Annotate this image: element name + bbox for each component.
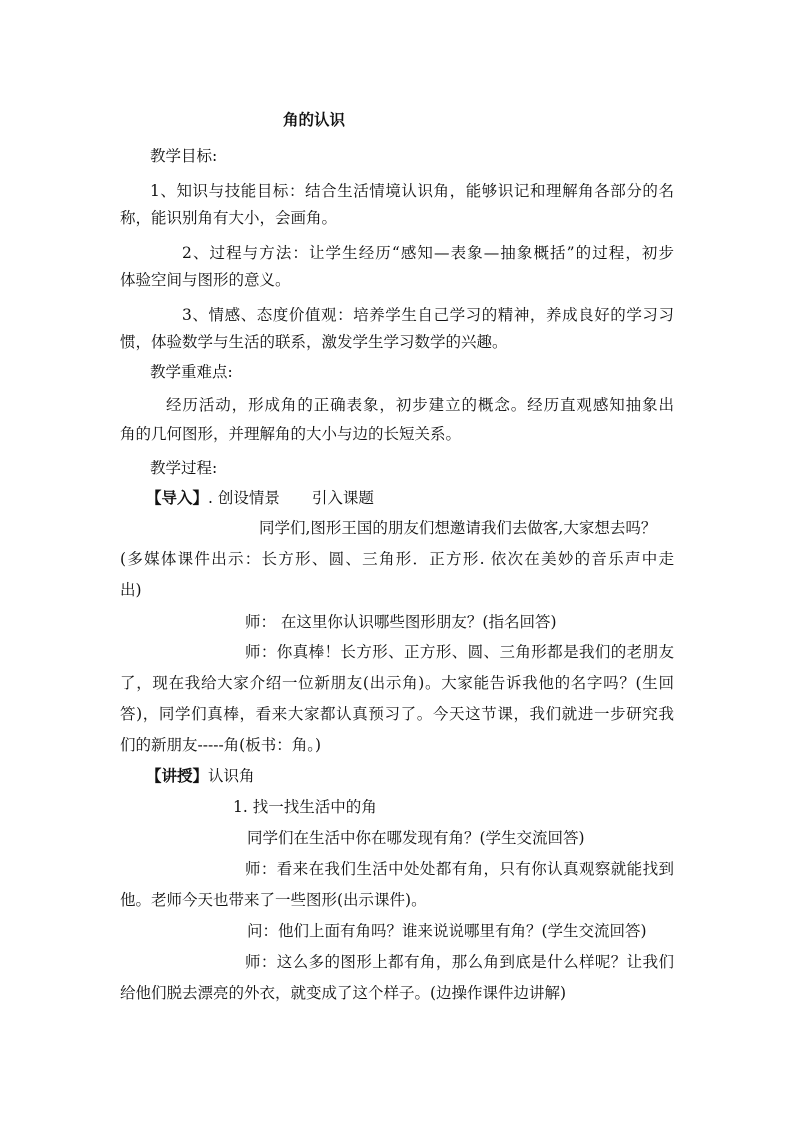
objective-2-line-1: 2、过程与方法：让学生经历“感知—表象—抽象概括”的过程，初步 xyxy=(182,244,674,262)
intro-tag: 【导入】 xyxy=(146,488,209,507)
intro-p3-line-4: 们的新朋友-----角(板书：角。) xyxy=(120,736,322,754)
intro-p1-line-1: 同学们,图形王国的朋友们想邀请我们去做客,大家想去吗？ xyxy=(259,519,657,537)
teach-q2: 问：他们上面有角吗？谁来说说哪里有角？(学生交流回答) xyxy=(247,922,647,940)
key-points-heading: 教学重难点: xyxy=(150,363,233,381)
objective-1-line-2: 称，能识别角有大小，会画角。 xyxy=(120,209,338,227)
intro-p3-line-2: 了，现在我给大家介绍一位新朋友(出示角)。大家能告诉我他的名字吗？(生回 xyxy=(120,674,674,692)
teach-p4-line-2: 他。老师今天也带来了一些图形(出示课件)。 xyxy=(120,891,427,909)
objective-3-line-1: 3、情感、态度价值观：培养学生自己学习的精神，养成良好的学习习 xyxy=(182,306,674,324)
intro-heading xyxy=(146,488,374,508)
key-points-line-1: 经历活动，形成角的正确表象，初步建立的概念。经历直观感知抽象出 xyxy=(166,396,674,414)
teach-p4-line-1: 师：看来在我们生活中处处都有角，只有你认真观察就能找到 xyxy=(245,860,674,878)
teach-tag: 【讲授】 xyxy=(146,766,209,785)
teach-label: 认识角 xyxy=(208,767,255,785)
objective-2-line-2: 体验空间与图形的意义。 xyxy=(120,271,291,289)
process-heading: 教学过程: xyxy=(150,459,218,477)
objectives-heading: 教学目标: xyxy=(150,147,218,165)
intro-p3-line-3: 答)，同学们真棒，看来大家都认真预习了。今天这节课，我们就进一步研究我 xyxy=(120,705,674,723)
objective-3-line-2: 惯，体验数学与生活的联系，激发学生学习数学的兴趣。 xyxy=(120,333,508,351)
intro-p3-line-1: 师：你真棒！长方形、正方形、圆、三角形都是我们的老朋友 xyxy=(245,643,674,661)
teach-q1: 同学们在生活中你在哪发现有角？(学生交流回答) xyxy=(247,829,585,847)
intro-label-b: 引入课题 xyxy=(311,489,374,507)
intro-label-a: . 创设情景 xyxy=(208,489,280,507)
teach-sub-1: 1. 找一找生活中的角 xyxy=(233,798,377,816)
teach-heading xyxy=(146,766,255,786)
teach-p5-line-1: 师：这么多的图形上都有角，那么角到底是什么样呢？让我们 xyxy=(245,953,674,971)
intro-p2: 师： 在这里你认识哪些图形朋友？(指名回答) xyxy=(245,613,557,631)
intro-p1-line-2: (多媒体课件出示：长方形、圆、三角形．正方形. 依次在美妙的音乐声中走 xyxy=(120,550,674,568)
page-title: 角的认识 xyxy=(283,110,346,129)
intro-p1-line-3: 出) xyxy=(120,581,142,599)
key-points-line-2: 角的几何图形，并理解角的大小与边的长短关系。 xyxy=(120,425,462,443)
objective-1-line-1: 1、知识与技能目标：结合生活情境认识角，能够识记和理解角各部分的名 xyxy=(150,182,674,200)
teach-p5-line-2: 给他们脱去漂亮的外衣，就变成了这个样子。(边操作课件边讲解) xyxy=(120,984,567,1002)
